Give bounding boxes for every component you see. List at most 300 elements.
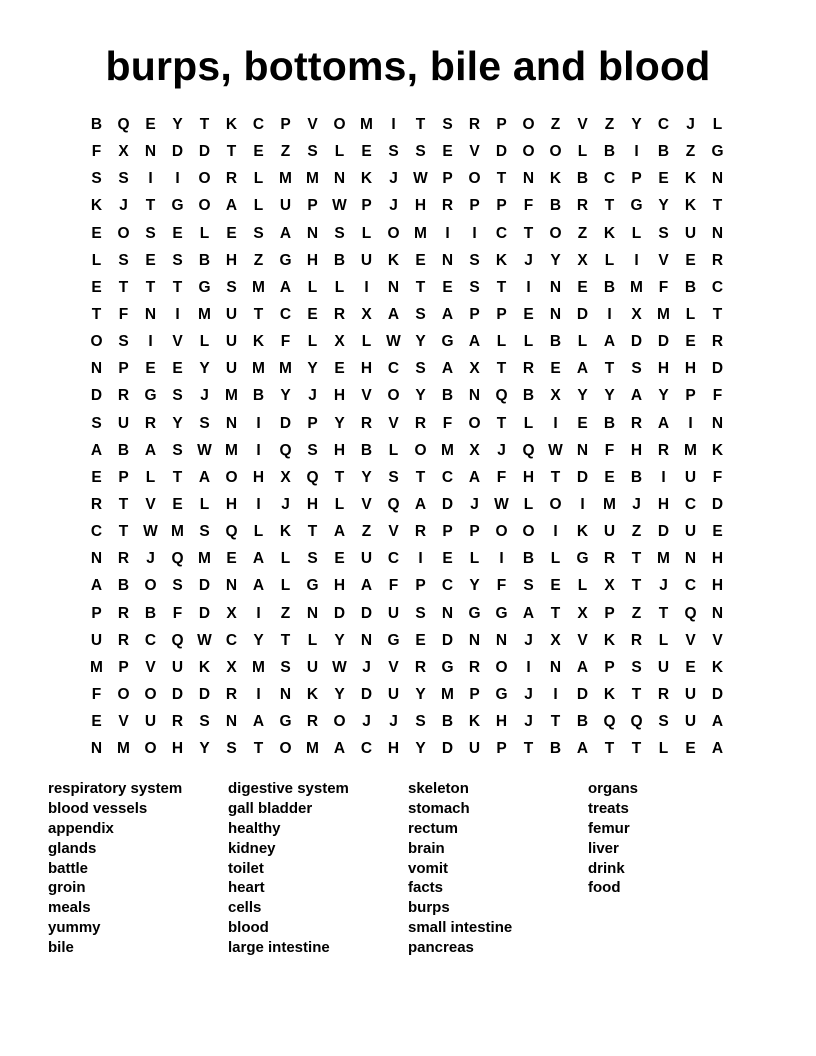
grid-letter: W — [197, 631, 212, 649]
grid-letter: Y — [415, 740, 426, 758]
grid-letter: L — [361, 333, 372, 351]
grid-row — [83, 382, 731, 409]
grid-letter: U — [684, 686, 697, 704]
grid-letter: N — [711, 414, 724, 432]
grid-letter: L — [523, 333, 534, 351]
grid-letter: N — [549, 278, 562, 296]
grid-letter: K — [468, 713, 481, 731]
grid-letter: F — [388, 577, 399, 595]
grid-letter: I — [148, 170, 153, 188]
grid-letter: T — [523, 224, 534, 242]
grid-letter: U — [360, 251, 373, 269]
grid-letter: E — [91, 713, 102, 731]
grid-letter: A — [603, 333, 616, 351]
grid-letter: N — [90, 360, 103, 378]
grid-letter: S — [631, 360, 642, 378]
grid-letter: E — [712, 523, 723, 541]
grid-letter: I — [526, 278, 531, 296]
grid-letter: C — [387, 550, 400, 568]
grid-letter: H — [360, 360, 373, 378]
grid-letter: B — [333, 251, 346, 269]
grid-letter: K — [306, 686, 319, 704]
grid-letter: C — [441, 468, 454, 486]
grid-letter: V — [685, 631, 696, 649]
grid-letter: T — [415, 278, 426, 296]
grid-letter: R — [117, 550, 130, 568]
grid-letter: P — [118, 658, 129, 676]
grid-letter: A — [360, 577, 373, 595]
word-list-item: facts — [408, 879, 444, 897]
grid-letter: N — [225, 577, 238, 595]
page-title: burps, bottoms, bile and blood — [105, 43, 711, 89]
grid-letter: C — [144, 631, 157, 649]
grid-letter: D — [576, 468, 589, 486]
grid-letter: D — [441, 631, 454, 649]
grid-row — [83, 708, 731, 735]
grid-letter: S — [118, 170, 129, 188]
grid-letter: Y — [199, 740, 210, 758]
grid-letter: U — [603, 523, 616, 541]
grid-letter: N — [279, 686, 292, 704]
grid-letter: B — [441, 713, 454, 731]
grid-letter: G — [495, 686, 508, 704]
grid-letter: N — [360, 631, 373, 649]
grid-letter: A — [657, 414, 670, 432]
grid-letter: N — [144, 306, 157, 324]
grid-letter: L — [334, 278, 345, 296]
grid-letter: S — [199, 523, 210, 541]
grid-letter: A — [90, 441, 103, 459]
grid-letter: E — [658, 170, 669, 188]
grid-letter: U — [144, 713, 157, 731]
grid-letter: A — [711, 740, 724, 758]
grid-letter: C — [684, 577, 697, 595]
grid-letter: P — [604, 604, 615, 622]
grid-letter: E — [145, 360, 156, 378]
grid-row — [83, 410, 731, 437]
grid-letter: I — [553, 686, 558, 704]
grid-letter: J — [632, 496, 641, 514]
grid-letter: P — [442, 523, 453, 541]
grid-letter: Q — [171, 631, 184, 649]
grid-letter: K — [603, 631, 616, 649]
grid-letter: P — [631, 170, 642, 188]
grid-letter: M — [441, 686, 454, 704]
grid-letter: R — [711, 251, 724, 269]
grid-letter: L — [523, 414, 534, 432]
grid-letter: O — [522, 143, 535, 161]
grid-letter: J — [308, 387, 317, 405]
grid-letter: E — [685, 251, 696, 269]
word-list-item: blood vessels — [48, 799, 148, 817]
grid-letter: T — [604, 197, 615, 215]
grid-letter: J — [389, 170, 398, 188]
grid-letter: P — [442, 170, 453, 188]
grid-letter: C — [711, 278, 724, 296]
grid-row — [83, 572, 731, 599]
grid-letter: S — [415, 306, 426, 324]
grid-letter: U — [468, 740, 481, 758]
grid-letter: W — [143, 523, 158, 541]
grid-letter: B — [576, 170, 589, 188]
grid-letter: M — [252, 360, 265, 378]
grid-letter: V — [172, 333, 183, 351]
grid-letter: D — [441, 740, 454, 758]
grid-letter: V — [577, 631, 588, 649]
grid-letter: Z — [631, 523, 642, 541]
grid-letter: R — [630, 414, 643, 432]
grid-letter: Y — [658, 387, 669, 405]
grid-letter: O — [495, 523, 508, 541]
grid-letter: V — [577, 116, 588, 134]
grid-letter: U — [90, 631, 103, 649]
grid-letter: H — [333, 577, 346, 595]
word-list-item: gall bladder — [228, 799, 313, 817]
grid-letter: I — [445, 224, 450, 242]
grid-letter: T — [253, 306, 264, 324]
grid-letter: T — [496, 360, 507, 378]
grid-letter: P — [415, 577, 426, 595]
grid-letter: D — [657, 333, 670, 351]
grid-row — [83, 518, 731, 545]
grid-letter: M — [198, 550, 211, 568]
grid-row — [83, 437, 731, 464]
grid-letter: H — [306, 251, 319, 269]
grid-letter: Y — [631, 116, 642, 134]
grid-letter: H — [657, 360, 670, 378]
grid-letter: X — [280, 468, 291, 486]
grid-letter: E — [361, 143, 372, 161]
grid-letter: M — [252, 658, 265, 676]
grid-letter: B — [441, 387, 454, 405]
grid-letter: S — [118, 251, 129, 269]
grid-letter: O — [468, 414, 481, 432]
grid-letter: P — [361, 197, 372, 215]
grid-letter: A — [279, 224, 292, 242]
grid-letter: H — [252, 468, 265, 486]
grid-letter: W — [548, 441, 563, 459]
grid-letter: V — [388, 658, 399, 676]
grid-letter: M — [306, 170, 319, 188]
grid-letter: Y — [604, 387, 615, 405]
grid-row — [83, 491, 731, 518]
grid-letter: Y — [415, 387, 426, 405]
grid-letter: N — [468, 631, 481, 649]
grid-letter: D — [90, 387, 103, 405]
grid-letter: J — [119, 197, 128, 215]
word-list-item: blood — [228, 919, 269, 937]
grid-letter: G — [576, 550, 589, 568]
grid-letter: R — [225, 686, 238, 704]
grid-letter: T — [631, 686, 642, 704]
grid-letter: K — [603, 224, 616, 242]
grid-letter: L — [280, 550, 291, 568]
grid-letter: R — [117, 604, 130, 622]
grid-letter: O — [495, 658, 508, 676]
grid-letter: U — [657, 658, 670, 676]
word-list-item: burps — [408, 899, 450, 917]
grid-letter: T — [604, 360, 615, 378]
grid-letter: X — [361, 306, 372, 324]
grid-letter: B — [603, 143, 616, 161]
grid-letter: T — [199, 116, 210, 134]
grid-letter: L — [307, 278, 318, 296]
grid-letter: O — [117, 224, 130, 242]
grid-letter: J — [524, 631, 533, 649]
grid-letter: Y — [469, 577, 480, 595]
grid-row — [83, 165, 731, 192]
grid-letter: T — [658, 604, 669, 622]
grid-letter: X — [550, 387, 561, 405]
grid-letter: H — [414, 197, 427, 215]
word-list-item: appendix — [48, 819, 114, 837]
grid-letter: H — [225, 251, 238, 269]
grid-letter: K — [684, 170, 697, 188]
grid-letter: O — [387, 387, 400, 405]
grid-row — [83, 545, 731, 572]
grid-letter: Y — [172, 116, 183, 134]
grid-letter: I — [526, 658, 531, 676]
grid-letter: X — [631, 306, 642, 324]
grid-letter: K — [387, 251, 400, 269]
word-list-item: vomit — [408, 859, 449, 877]
grid-letter: E — [145, 116, 156, 134]
grid-letter: D — [576, 306, 589, 324]
grid-letter: V — [658, 251, 669, 269]
grid-letter: S — [388, 143, 399, 161]
grid-letter: S — [199, 713, 210, 731]
grid-letter: T — [145, 278, 156, 296]
grid-letter: P — [469, 306, 480, 324]
grid-letter: S — [415, 143, 426, 161]
grid-letter: U — [387, 604, 400, 622]
grid-letter: O — [198, 170, 211, 188]
grid-letter: S — [172, 251, 183, 269]
grid-letter: I — [661, 468, 666, 486]
grid-row — [83, 328, 731, 355]
grid-letter: F — [496, 468, 507, 486]
grid-letter: I — [634, 143, 639, 161]
grid-letter: D — [171, 686, 184, 704]
grid-letter: L — [280, 577, 291, 595]
grid-letter: K — [495, 251, 508, 269]
grid-letter: S — [199, 414, 210, 432]
grid-letter: F — [118, 306, 129, 324]
grid-letter: C — [360, 740, 373, 758]
word-list-item: meals — [48, 899, 91, 917]
grid-letter: N — [90, 550, 103, 568]
grid-letter: K — [252, 333, 265, 351]
grid-letter: G — [171, 197, 184, 215]
grid-row — [83, 681, 731, 708]
grid-letter: N — [306, 604, 319, 622]
grid-letter: K — [576, 523, 589, 541]
grid-letter: V — [145, 496, 156, 514]
grid-letter: A — [576, 360, 589, 378]
grid-letter: F — [91, 143, 102, 161]
grid-letter: A — [252, 713, 265, 731]
grid-letter: S — [307, 550, 318, 568]
grid-letter: B — [549, 740, 562, 758]
grid-letter: T — [631, 740, 642, 758]
grid-letter: J — [389, 713, 398, 731]
grid-letter: B — [198, 251, 211, 269]
grid-letter: U — [684, 523, 697, 541]
grid-letter: R — [117, 387, 130, 405]
grid-letter: N — [306, 224, 319, 242]
grid-letter: R — [630, 631, 643, 649]
grid-letter: M — [657, 306, 670, 324]
grid-letter: N — [684, 550, 697, 568]
grid-letter: T — [631, 550, 642, 568]
grid-letter: E — [91, 278, 102, 296]
grid-letter: T — [226, 143, 237, 161]
grid-letter: B — [603, 414, 616, 432]
grid-letter: E — [685, 740, 696, 758]
grid-letter: H — [306, 496, 319, 514]
grid-letter: K — [549, 170, 562, 188]
grid-row — [83, 464, 731, 491]
grid-letter: V — [388, 414, 399, 432]
grid-letter: I — [391, 116, 396, 134]
grid-letter: N — [576, 441, 589, 459]
grid-letter: I — [256, 441, 261, 459]
grid-letter: X — [577, 604, 588, 622]
grid-letter: A — [225, 197, 238, 215]
grid-letter: L — [712, 116, 723, 134]
grid-letter: X — [469, 360, 480, 378]
grid-letter: R — [333, 306, 346, 324]
grid-letter: D — [198, 686, 211, 704]
grid-letter: A — [198, 468, 211, 486]
grid-letter: J — [389, 197, 398, 215]
grid-letter: T — [118, 496, 129, 514]
grid-letter: D — [711, 360, 724, 378]
grid-letter: S — [658, 713, 669, 731]
grid-letter: F — [280, 333, 291, 351]
grid-letter: U — [360, 550, 373, 568]
grid-letter: I — [175, 306, 180, 324]
word-list-item: yummy — [48, 919, 101, 937]
grid-letter: Z — [550, 116, 561, 134]
grid-letter: E — [307, 306, 318, 324]
word-list-item: drink — [588, 859, 625, 877]
grid-letter: M — [279, 170, 292, 188]
grid-letter: I — [553, 414, 558, 432]
grid-letter: M — [306, 740, 319, 758]
grid-letter: H — [711, 577, 724, 595]
grid-letter: O — [198, 197, 211, 215]
grid-letter: Z — [685, 143, 696, 161]
grid-letter: D — [495, 143, 508, 161]
grid-letter: R — [522, 360, 535, 378]
grid-letter: B — [630, 468, 643, 486]
grid-letter: S — [631, 658, 642, 676]
grid-letter: J — [659, 577, 668, 595]
grid-letter: S — [469, 251, 480, 269]
grid-letter: G — [468, 604, 481, 622]
word-list-item: kidney — [228, 839, 276, 857]
grid-letter: J — [200, 387, 209, 405]
grid-letter: T — [172, 468, 183, 486]
grid-letter: L — [145, 468, 156, 486]
grid-letter: T — [496, 170, 507, 188]
grid-letter: I — [256, 604, 261, 622]
grid-letter: O — [387, 224, 400, 242]
grid-letter: Z — [280, 604, 291, 622]
word-list — [48, 779, 788, 958]
grid-letter: H — [630, 441, 643, 459]
grid-letter: T — [496, 278, 507, 296]
grid-letter: S — [334, 224, 345, 242]
grid-letter: Y — [334, 414, 345, 432]
grid-letter: C — [684, 496, 697, 514]
grid-letter: R — [657, 686, 670, 704]
grid-letter: S — [253, 224, 264, 242]
grid-letter: K — [360, 170, 373, 188]
grid-letter: V — [388, 523, 399, 541]
grid-letter: T — [712, 197, 723, 215]
grid-letter: E — [253, 143, 264, 161]
grid-letter: D — [171, 143, 184, 161]
grid-row — [83, 600, 731, 627]
grid-letter: H — [684, 360, 697, 378]
grid-letter: N — [549, 658, 562, 676]
grid-letter: P — [307, 414, 318, 432]
grid-letter: F — [658, 278, 669, 296]
grid-letter: M — [90, 658, 103, 676]
grid-letter: X — [577, 251, 588, 269]
grid-letter: S — [415, 360, 426, 378]
grid-letter: L — [577, 577, 588, 595]
grid-letter: P — [469, 523, 480, 541]
grid-letter: A — [90, 577, 103, 595]
grid-letter: K — [90, 197, 103, 215]
grid-letter: I — [607, 306, 612, 324]
grid-letter: B — [360, 441, 373, 459]
grid-letter: F — [604, 441, 615, 459]
grid-letter: M — [198, 306, 211, 324]
grid-letter: W — [332, 197, 347, 215]
grid-letter: I — [580, 496, 585, 514]
grid-letter: T — [253, 740, 264, 758]
grid-letter: P — [496, 116, 507, 134]
grid-letter: S — [415, 713, 426, 731]
grid-letter: L — [199, 224, 210, 242]
grid-letter: E — [577, 278, 588, 296]
grid-letter: E — [334, 360, 345, 378]
grid-letter: Y — [415, 686, 426, 704]
grid-letter: U — [117, 414, 130, 432]
grid-letter: Z — [604, 116, 615, 134]
word-list-item: respiratory system — [48, 780, 183, 797]
word-list-item: glands — [48, 839, 97, 857]
grid-letter: Q — [387, 496, 400, 514]
grid-row — [83, 274, 731, 301]
grid-letter: V — [361, 387, 372, 405]
grid-row — [83, 355, 731, 382]
grid-letter: N — [711, 170, 724, 188]
grid-letter: P — [496, 740, 507, 758]
grid-letter: N — [468, 387, 481, 405]
grid-letter: T — [604, 740, 615, 758]
grid-letter: U — [171, 658, 184, 676]
word-list-item: food — [588, 879, 621, 897]
grid-letter: Q — [225, 523, 238, 541]
grid-letter: L — [658, 740, 669, 758]
word-list-item: cells — [228, 899, 262, 917]
word-list-item: groin — [48, 879, 86, 897]
